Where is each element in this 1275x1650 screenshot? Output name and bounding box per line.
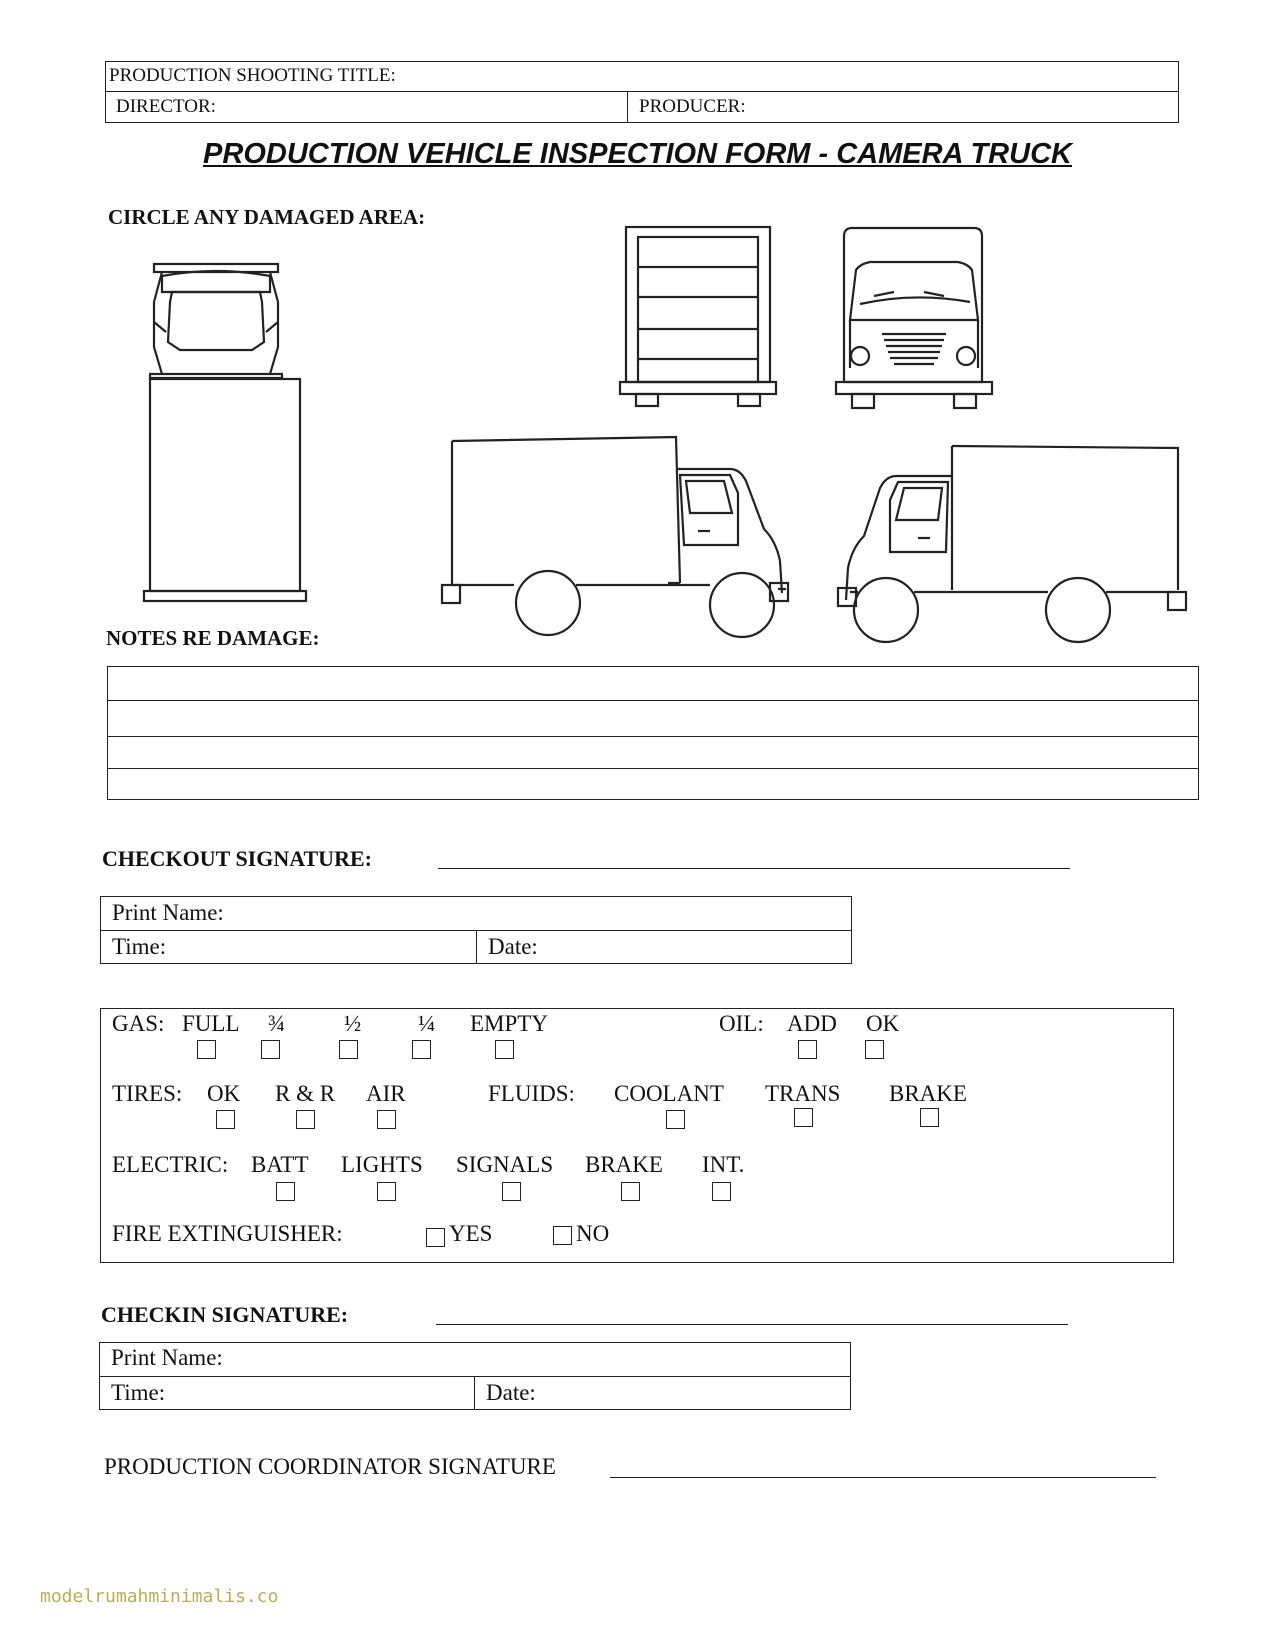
tires-option-air: AIR xyxy=(366,1081,406,1106)
electric-option-batt: BATT xyxy=(251,1152,309,1177)
truck-rear-view-diagram[interactable] xyxy=(618,225,778,410)
checkout-date-field[interactable]: Date: xyxy=(488,934,538,959)
gas-label: GAS: xyxy=(112,1011,165,1036)
director-field[interactable]: DIRECTOR: xyxy=(116,96,216,117)
form-title: PRODUCTION VEHICLE INSPECTION FORM - CAMERA TRUCK xyxy=(203,138,1072,170)
tires-rr-checkbox[interactable] xyxy=(296,1110,315,1129)
fire-no-checkbox[interactable] xyxy=(553,1226,572,1245)
header-divider xyxy=(105,91,1179,92)
watermark-text: modelrumahminimalis.co xyxy=(40,1586,279,1607)
checkout-time-field[interactable]: Time: xyxy=(112,934,167,959)
gas-option-half: ½ xyxy=(344,1011,362,1036)
fluids-option-trans: TRANS xyxy=(765,1081,841,1106)
checkin-signature-label: CHECKIN SIGNATURE: xyxy=(101,1302,349,1327)
electric-option-lights: LIGHTS xyxy=(341,1152,423,1177)
fluids-label: FLUIDS: xyxy=(488,1081,575,1106)
truck-top-view-diagram[interactable] xyxy=(140,262,320,607)
oil-option-ok: OK xyxy=(866,1011,900,1036)
checkin-date-field[interactable]: Date: xyxy=(486,1380,536,1405)
fire-extinguisher-label: FIRE EXTINGUISHER: xyxy=(112,1221,343,1246)
checkout-column-divider xyxy=(476,930,477,964)
header-column-divider xyxy=(627,91,628,123)
checkout-signature-label: CHECKOUT SIGNATURE: xyxy=(102,846,372,871)
production-title-field[interactable]: PRODUCTION SHOOTING TITLE: xyxy=(109,65,396,86)
checkin-print-name-field[interactable]: Print Name: xyxy=(111,1345,223,1370)
fluids-option-coolant: COOLANT xyxy=(614,1081,724,1106)
oil-option-add: ADD xyxy=(787,1011,837,1036)
fluids-coolant-checkbox[interactable] xyxy=(666,1110,685,1129)
checkin-signature-line[interactable] xyxy=(436,1324,1068,1325)
checkin-time-field[interactable]: Time: xyxy=(111,1380,166,1405)
checkin-column-divider xyxy=(474,1376,475,1410)
electric-option-signals: SIGNALS xyxy=(456,1152,554,1177)
gas-option-quarter: ¼ xyxy=(418,1011,436,1036)
tires-option-rr: R & R xyxy=(275,1081,336,1106)
gas-empty-checkbox[interactable] xyxy=(495,1040,514,1059)
fluids-brake-checkbox[interactable] xyxy=(920,1108,939,1127)
truck-front-view-diagram[interactable] xyxy=(834,226,994,411)
checkout-signature-line[interactable] xyxy=(438,868,1070,869)
truck-right-side-diagram[interactable] xyxy=(828,440,1198,650)
fire-option-yes: YES xyxy=(449,1221,493,1246)
electric-label: ELECTRIC: xyxy=(112,1152,229,1177)
checkin-divider xyxy=(99,1376,851,1377)
oil-label: OIL: xyxy=(719,1011,764,1036)
notes-line-3 xyxy=(107,768,1199,769)
tires-label: TIRES: xyxy=(112,1081,183,1106)
fluids-option-brake: BRAKE xyxy=(889,1081,967,1106)
oil-add-checkbox[interactable] xyxy=(798,1040,817,1059)
gas-option-empty: EMPTY xyxy=(470,1011,548,1036)
oil-ok-checkbox[interactable] xyxy=(865,1040,884,1059)
notes-damage-label: NOTES RE DAMAGE: xyxy=(106,626,320,650)
electric-option-int: INT. xyxy=(702,1152,745,1177)
electric-brake-checkbox[interactable] xyxy=(621,1182,640,1201)
fluids-trans-checkbox[interactable] xyxy=(794,1108,813,1127)
coordinator-signature-label: PRODUCTION COORDINATOR SIGNATURE xyxy=(104,1454,556,1479)
coordinator-signature-line[interactable] xyxy=(610,1477,1156,1478)
notes-table[interactable] xyxy=(107,666,1199,800)
notes-line-2 xyxy=(107,736,1199,737)
circle-damage-label: CIRCLE ANY DAMAGED AREA: xyxy=(108,205,426,229)
checkout-print-name-field[interactable]: Print Name: xyxy=(112,900,224,925)
tires-air-checkbox[interactable] xyxy=(377,1110,396,1129)
fire-option-no: NO xyxy=(576,1221,610,1246)
gas-full-checkbox[interactable] xyxy=(197,1040,216,1059)
tires-option-ok: OK xyxy=(207,1081,241,1106)
producer-field[interactable]: PRODUCER: xyxy=(639,96,746,117)
electric-batt-checkbox[interactable] xyxy=(276,1182,295,1201)
notes-line-1 xyxy=(107,700,1199,701)
gas-half-checkbox[interactable] xyxy=(339,1040,358,1059)
gas-option-three-quarter: ¾ xyxy=(268,1011,286,1036)
gas-option-full: FULL xyxy=(182,1011,240,1036)
electric-signals-checkbox[interactable] xyxy=(502,1182,521,1201)
electric-option-brake: BRAKE xyxy=(585,1152,663,1177)
tires-ok-checkbox[interactable] xyxy=(216,1110,235,1129)
electric-lights-checkbox[interactable] xyxy=(377,1182,396,1201)
electric-int-checkbox[interactable] xyxy=(712,1182,731,1201)
truck-left-side-diagram[interactable] xyxy=(440,433,800,643)
gas-three-quarter-checkbox[interactable] xyxy=(261,1040,280,1059)
fire-yes-checkbox[interactable] xyxy=(426,1228,445,1247)
gas-quarter-checkbox[interactable] xyxy=(412,1040,431,1059)
